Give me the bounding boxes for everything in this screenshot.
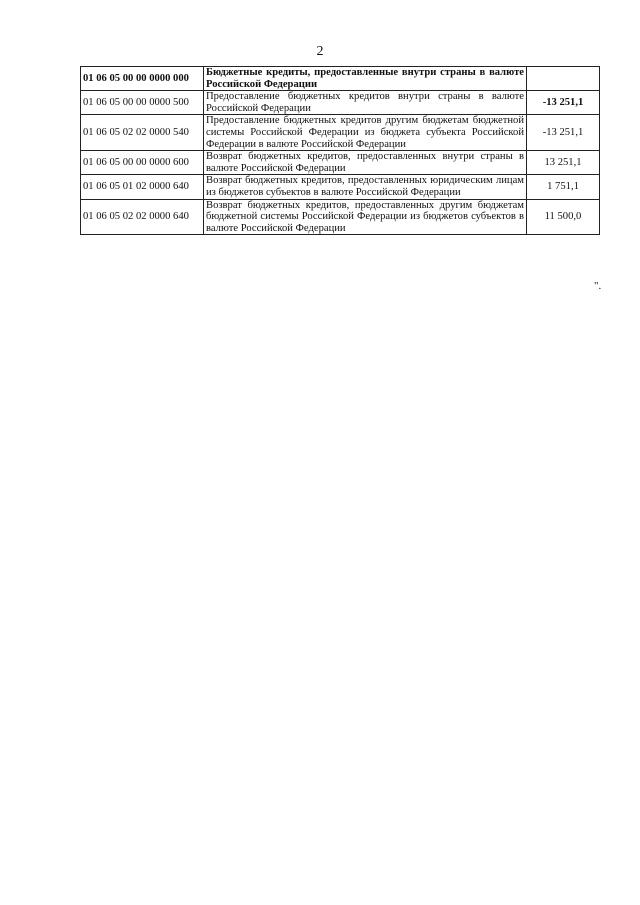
amount-cell: -13 251,1 xyxy=(527,115,600,151)
table-row xyxy=(81,175,600,199)
budget-credits-table xyxy=(80,66,600,235)
budget-code-cell: 01 06 05 02 02 0000 640 xyxy=(81,199,204,235)
budget-code-cell: 01 06 05 00 00 0000 600 xyxy=(81,151,204,175)
amount-cell: 1 751,1 xyxy=(527,175,600,199)
budget-code-cell: 01 06 05 00 00 0000 000 xyxy=(81,67,204,91)
budget-code-cell: 01 06 05 00 00 0000 500 xyxy=(81,91,204,115)
amount-cell: 11 500,0 xyxy=(527,199,600,235)
budget-code-cell: 01 06 05 02 02 0000 540 xyxy=(81,115,204,151)
amount-cell: -13 251,1 xyxy=(527,91,600,115)
table-row xyxy=(81,91,600,115)
description-cell: Возврат бюджетных кредитов, предоставленных юридическим лицам из бюджетов субъектов в валюте Российской Федерации xyxy=(204,175,527,199)
description-cell: Возврат бюджетных кредитов, предоставленных внутри страны в валюте Российской Федерации xyxy=(204,151,527,175)
closing-quote-mark: ". xyxy=(594,280,602,292)
table-row xyxy=(81,67,600,91)
page-number: 2 xyxy=(316,44,324,59)
table-row xyxy=(81,115,600,151)
description-cell: Предоставление бюджетных кредитов другим бюджетам бюджетной системы Российской Федерации из бюджета субъекта Российской Федерации в валюте Российской Федерации xyxy=(204,115,527,151)
amount-cell xyxy=(527,67,600,91)
description-cell: Возврат бюджетных кредитов, предоставленных другим бюджетам бюджетной системы Российской Федерации из бюджетов субъектов в валюте Российской Федерации xyxy=(204,199,527,235)
table-row xyxy=(81,199,600,235)
description-cell: Предоставление бюджетных кредитов внутри страны в валюте Российской Федерации xyxy=(204,91,527,115)
table-row xyxy=(81,151,600,175)
description-cell: Бюджетные кредиты, предоставленные внутри страны в валюте Российской Федерации xyxy=(204,67,527,91)
budget-code-cell: 01 06 05 01 02 0000 640 xyxy=(81,175,204,199)
amount-cell: 13 251,1 xyxy=(527,151,600,175)
